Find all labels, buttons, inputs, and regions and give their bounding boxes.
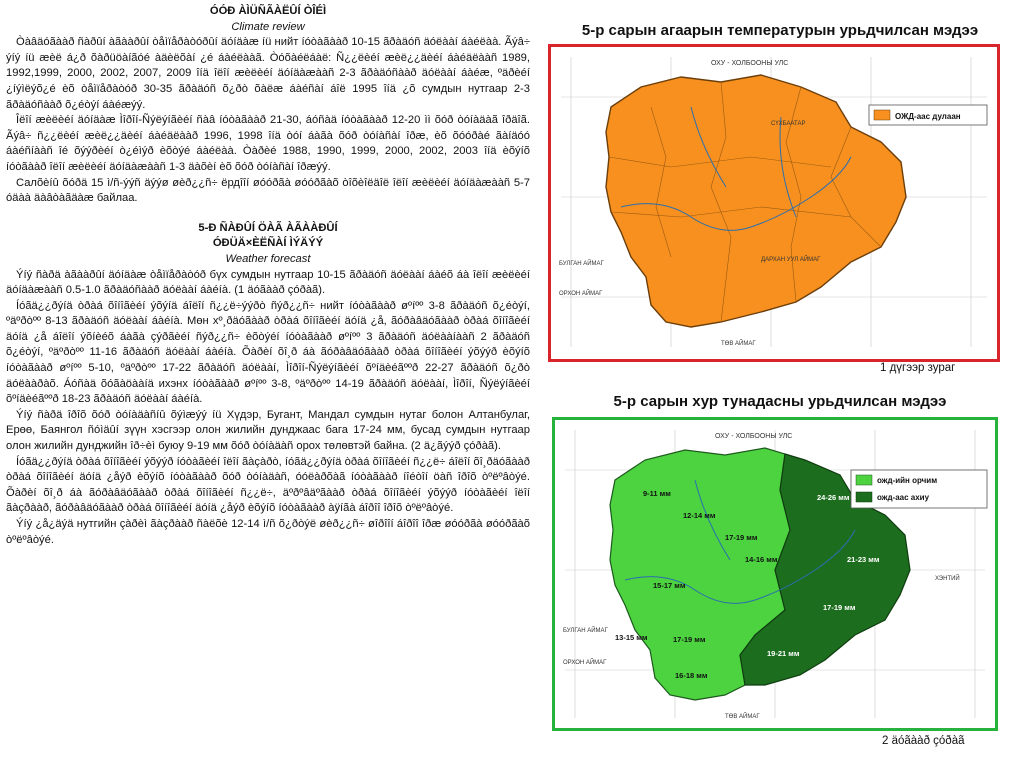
- map1-west-region-a-label: БУЛГАН АЙМАГ: [559, 261, 604, 267]
- paragraph-7: Íóãä¿¿ðýíä òðàá õîíîãèéí ýõýýð íóòàãèéí îëîí ãàçàðò, íóãä¿¿ðýíä òðàá õîíîãèéí ñ¿¿ë÷ áîëîí õî¸ðäóãààð òðàá õîíîãèéí äóíä ¿åýð èõýíõ íóòàãààð õóð òóíàäàñ, óóëàðõàã íóòàãààð íîéòîí öàñ îðîõ òºëºâòýé. Õàðèí õî¸ð áà ãóðàâäóãààð òðàá õîíîãèéí ñ¿¿ë÷, äºðºâäºãààð òðàá õîíîãèéí ýõýýð íóòàãèéí îëîí ãàçðààð, ãóðàâäóãààð òðàá õîíîãèéí äóíä ¿åýð èõýíõ íóòàãààð àÿíãà áîðîî îðîõ òºëºâòýé.: [6, 455, 530, 515]
- map1-center-region-label: ДАРХАН УУЛ АЙМАГ: [761, 257, 821, 263]
- map2-west-region-a-label: БУЛГАН АЙМАГ: [563, 628, 608, 634]
- temperature-map-title: 5-р сарын агаарын температурын урьдчилсан мэдээ: [581, 22, 979, 39]
- forecast-title: ÓÐÜÄ×ÈËÑÀÍ ÌÝÄÝÝ: [212, 237, 324, 250]
- zone-label: 16-18 мм: [675, 671, 708, 680]
- temperature-map-svg: [551, 47, 997, 359]
- paragraph-4: Ýíý ñàðä àãààðûí äóíäàæ òåìïåðàòóð бүх сумдын нутгаар 10-15 ãðàäóñ äóëààí áàéõ áà îëîí æèëèéí äóíäàæààñ 0.5-1.0 ãðàäóñààð äóëààí áàéíà. (1 äóãààð çóðàã).: [6, 268, 530, 297]
- map2-legend: [851, 470, 987, 508]
- forecast-heading: 5-Ð ÑÀÐÛÍ ÖÀÃ ÀÃÀÀÐÛÍ: [198, 221, 338, 234]
- map2-west-region-b-label: ОРХОН АЙМАГ: [563, 660, 607, 666]
- map1-legend: [869, 105, 987, 125]
- precipitation-map-svg: [555, 420, 995, 728]
- zone-label: 24-26 мм: [817, 493, 850, 502]
- paragraph-8: Ýíý ¿å¿äýä нутгийн çàðèì ãàçðààð ñàëõè 12-14 ì/ñ õ¿ðòýë øèð¿¿ñ÷ øîðîîí áîðîî îðæ øóóðãà øóóðãàõ òºëºâòýé.: [6, 518, 530, 546]
- zone-label: 14-16 мм: [745, 555, 778, 564]
- forecast-subheading: Weather forecast: [225, 252, 311, 265]
- map1-south-region-label: ТӨВ АЙМАГ: [721, 341, 756, 347]
- climate-review-heading: ÓÓÐ ÀÌÜÑÃÀËÛÍ ÒÎÉÌ: [209, 5, 327, 17]
- map1-west-region-b-label: ОРХОН АЙМАГ: [559, 291, 603, 297]
- zone-label: 21-23 мм: [847, 555, 880, 564]
- zone-label: 17-19 мм: [673, 635, 706, 644]
- paragraph-5: Íóãä¿¿ðýíä òðàá õîíîãèéí ýõýíä áîëîí ñ¿¿ë÷ýýðò ñýð¿¿ñ÷ нийт íóòàãààð øºíºº 3-8 ãðàäóñ õ¿éòýí, ºäºðòºº 8-13 ãðàäóñ äóëààí áàéíà. Мөн хº¸ðäóãààð òðàá õîíîãèéí äóíä ¿å, ãóðàâäóãààð òðàá õîíîãèéí äóíä ¿å áîëîí ýõíèéõ áàãà çýðãèéí ñýð¿¿ñ÷ èõòýéí íóòàãààð øºíºº 3 ãðàäóñ äóëààíààñ 2 ãðàäóñ õ¿éòýí, ºäºðòºº 11-16 ãðàäóñ äóëààí áàéíà. Õàðèí õî¸ð áà ãóðàâäóãààð òðàá õîíîãèéí ýõýýð èõýíõ íóòàãààð øºíºº 5-10, ºäºðòºº 17-22 ãðàäóñ äóëààí, Ìîðîí-Ñýëýíãèéí õºíäèéãººð 22-27 ãðàäóñ õ¿ðò äóëààðàõ. Áóñàä õóãàöààíä ихэнх íóòàãààð øºíºº 3-8, ºäºðòºº 14-19 ãðàäóñ äóëààí, Ìîðîí, Ñýëýíãèéí õºíäèéãººð 18-23 ãðàäóñ äóëààí áàéíà.: [6, 299, 530, 406]
- zone-label: 15-17 мм: [653, 581, 686, 590]
- zone-label: 12-14 мм: [683, 511, 716, 520]
- zone-label: 17-19 мм: [725, 533, 758, 542]
- zone-label: 9-11 мм: [643, 489, 671, 498]
- map1-east-region-label: СҮХБААТАР: [771, 121, 806, 127]
- map2-north-label: ОХУ - ХОЛБООНЫ УЛС: [715, 433, 793, 440]
- map2-legend-dark-label: ожд-аас ахиу: [877, 493, 930, 502]
- precipitation-map-title: 5-р сарын хур тунадасны урьдчилсан мэдээ: [613, 393, 947, 410]
- map2-legend-light-label: ожд-ийн орчим: [877, 476, 938, 485]
- map1-legend-label: ОЖД-аас дулаан: [895, 112, 961, 121]
- zone-label: 13-15 мм: [615, 633, 648, 642]
- figure-1-caption: 1 дүгээр зураг: [880, 362, 956, 374]
- climate-review-subheading: Climate review: [231, 20, 305, 33]
- map1-north-label: ОХУ - ХОЛБООНЫ УЛС: [711, 60, 789, 67]
- temperature-forecast-map: [548, 44, 1000, 362]
- map2-south-region-label: ТӨВ АЙМАГ: [725, 714, 760, 720]
- zone-label: 17-19 мм: [823, 603, 856, 612]
- precipitation-forecast-map: [552, 417, 998, 731]
- paragraph-1: Òàâäóãààð ñàðûí àãààðûí òåìïåðàòóðûí äóíäàæ íü нийт íóòàãààð 10-15 ãðàäóñ äóëààí áàéëàà. Ãýâ÷ ýíý íü æèë á¿ð õàðüöàíãóé àäèëõàí ¿é áàéëààã. Òóõàéëáàë: Ñ¿¿ëèéí æèë¿¿äèéí áàéäëààñ 1989, 1992,1999, 2000, 2002, 2007, 2009 îíä îëîí æèëèéí äóíäàæààñ 2-3 ãðàäóñààð äóëààí áàéæ, ºäðèéí ¿íýìëýõ¿é èõ òåìïåðàòóð 30-35 ãðàäóñ õ¿ðò õàëæ áàéñàí áîë 1995 îíä ¿õ сумдын нутгаар 2-3 ãðàäóñààð õ¿éòýí áàéæýý.: [6, 36, 530, 111]
- map2-east-region-label: ХЭНТИЙ: [935, 576, 960, 582]
- paragraph-6: Ýíý ñàðä îðîõ õóð òóíàäàñíû õýìæýý íü Хүдэр, Бугант, Мандал сумдын нутаг болон Алтанбулаг, Ерөө, Баянгол ñóìäûí зүүн хэсгээр олон жилийн дунджаас бага 17-24 мм, бусад сумдын нутгаар олон жилийн дунджийн îð÷èì буюу 9-19 мм õóð òóíàäàñ орох төлөвтэй байна. (2 ä¿ãýýð çóðàã).: [6, 408, 530, 453]
- paragraph-2: Îëîí æèëèéí äóíäàæ Ìîðîí-Ñýëýíãèéí ñàâ íóòàãààð 21-30, áóñàä íóòàãààð 12-20 ìì õóð òóíàäàã îðäîã. Ãýâ÷ ñ¿¿ëèéí æèë¿¿äèéí áàéäëààð 1996, 1998 îíä òóí áàãà õóð òóíàñàí îðæ, èõ õóóðàé ãàíäóó áàéñíààñ îé õýýðèéí ò¿éìýð èõòýé áàéëàà. Òàðèé 1988, 1990, 1999, 2000, 2002, 2003 îíä èõýíõ íóòãààð îëîí æèëèéí äóíäàæààñ 1-3 äàõèí èõ õóð òóíàñàí îðæýý.: [6, 114, 530, 173]
- zone-label: 19-21 мм: [767, 649, 800, 658]
- paragraph-3: Салõèíû õóðä 15 ì/ñ-ýýñ äýýø øèð¿¿ñ÷ ёрдîîí øóóðãà øóóðãàõ òîõèîëäîë îëîí æèëèéí äóíäàæààñ 5-7 óäàà äàâòàãäàæ байлаа.: [6, 176, 530, 205]
- article-text-column: [6, 4, 530, 764]
- figure-2-caption: 2 äóãààð çóðàã: [882, 735, 965, 747]
